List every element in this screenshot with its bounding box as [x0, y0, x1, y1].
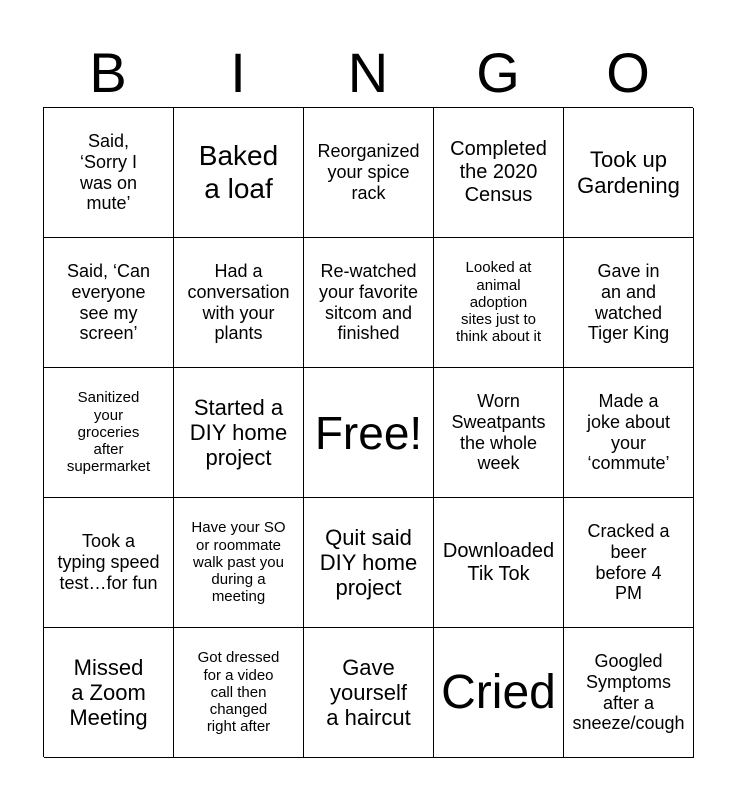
bingo-cell[interactable]: Said, ‘Sorry I was on mute’	[44, 108, 174, 238]
bingo-cell[interactable]: Had a conversation with your plants	[174, 238, 304, 368]
bingo-cell[interactable]: Baked a loaf	[174, 108, 304, 238]
header-letter-o: O	[606, 41, 650, 104]
bingo-cell[interactable]: Worn Sweatpants the whole week	[434, 368, 564, 498]
bingo-cell[interactable]: Gave yourself a haircut	[304, 628, 434, 758]
free-space-cell[interactable]: Free!	[304, 368, 434, 498]
bingo-cell[interactable]: Got dressed for a video call then changed right after	[174, 628, 304, 758]
bingo-cell[interactable]: Downloaded Tik Tok	[434, 498, 564, 628]
header-letter-b: B	[89, 41, 127, 104]
bingo-cell[interactable]: Gave in an and watched Tiger King	[564, 238, 694, 368]
bingo-cell[interactable]: Looked at animal adoption sites just to think about it	[434, 238, 564, 368]
header-letter-i: I	[230, 41, 246, 104]
bingo-cell[interactable]: Sanitized your groceries after supermarket	[44, 368, 174, 498]
header-letter-g: G	[476, 41, 520, 104]
bingo-cell[interactable]: Cracked a beer before 4 PM	[564, 498, 694, 628]
bingo-cell[interactable]: Reorganized your spice rack	[304, 108, 434, 238]
bingo-cell[interactable]: Have your SO or roommate walk past you during a meeting	[174, 498, 304, 628]
header-letter-n: N	[347, 41, 389, 104]
bingo-grid	[43, 107, 693, 757]
bingo-cell[interactable]: Started a DIY home project	[174, 368, 304, 498]
bingo-cell[interactable]: Made a joke about your ‘commute’	[564, 368, 694, 498]
bingo-cell[interactable]: Missed a Zoom Meeting	[44, 628, 174, 758]
bingo-cell[interactable]: Said, ‘Can everyone see my screen’	[44, 238, 174, 368]
bingo-cell[interactable]: Quit said DIY home project	[304, 498, 434, 628]
bingo-header	[43, 40, 693, 106]
bingo-cell[interactable]: Googled Symptoms after a sneeze/cough	[564, 628, 694, 758]
bingo-cell[interactable]: Completed the 2020 Census	[434, 108, 564, 238]
bingo-cell[interactable]: Took up Gardening	[564, 108, 694, 238]
bingo-cell[interactable]: Cried	[434, 628, 564, 758]
bingo-cell[interactable]: Took a typing speed test…for fun	[44, 498, 174, 628]
bingo-cell[interactable]: Re-watched your favorite sitcom and finished	[304, 238, 434, 368]
